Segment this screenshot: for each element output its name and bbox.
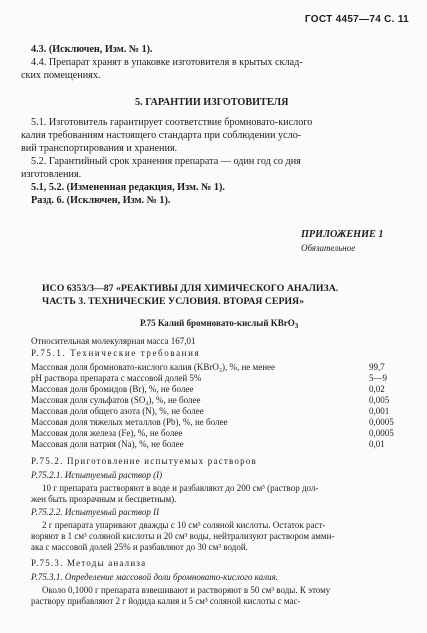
p75-2-2-line2: воряют в 1 см³ соляной кислоты и 20 см³ воды, нейтрализуют раствором амми- — [31, 531, 335, 541]
p75-title — [140, 318, 298, 332]
spec-label: Массовая доля натрия (Na), %, не более — [31, 439, 184, 449]
spec-label: Массовая доля сульфатов (SO₄), %, не более — [31, 395, 201, 405]
spec-value: 0,0005 — [369, 417, 394, 427]
para-4-4-line2: ских помещениях. — [21, 70, 101, 81]
iso-title-line2: ЧАСТЬ 3. ТЕХНИЧЕСКИЕ УСЛОВИЯ. ВТОРАЯ СЕРИЯ» — [42, 296, 305, 307]
para-5-2-line2: изготовления. — [21, 169, 82, 180]
para-5-1-line3: вий транспортирования и хранения. — [21, 143, 178, 154]
para-4-4-line1: 4.4. Препарат хранят в упаковке изготовителя в крытых склад- — [31, 57, 303, 68]
p75-2-1-line2: жен быть прозрачным и бесцветным). — [31, 494, 177, 504]
para-razd-6: Разд. 6. (Исключен, Изм. № 1). — [31, 195, 171, 206]
para-4-3: 4.3. (Исключен, Изм. № 1). — [31, 44, 153, 55]
p75-2-1-heading: Р.75.2.1. Испытуемый раствор (I) — [31, 470, 163, 480]
spec-label: Массовая доля тяжелых металлов (Pb), %, не более — [31, 417, 228, 427]
spec-value: 0,01 — [369, 439, 385, 449]
appendix-note: Обязательное — [301, 243, 356, 253]
spec-value: 0,005 — [369, 395, 390, 405]
para-5-2-line1: 5.2. Гарантийный срок хранения препарата — один год со дня — [31, 156, 301, 167]
p75-2-2-line1: 2 г препарата упаривают дважды с 10 см³ соляной кислоты. Остаток раст- — [42, 520, 326, 530]
spec-label: Массовая доля общего азота (N), %, не более — [31, 406, 204, 416]
iso-title-line1: ИСО 6353/3—87 «РЕАКТИВЫ ДЛЯ ХИМИЧЕСКОГО АНАЛИЗА. — [42, 283, 339, 294]
p75-title-text: Р.75 Калий бромновато-кислый KBrO — [140, 318, 295, 328]
p75-2-2-line3: ака с массовой долей 25% и разбавляют до 30 см³ водой. — [31, 542, 248, 552]
molecular-mass: Относительная молекулярная масса 167,01 — [31, 336, 196, 346]
spec-value: 0,02 — [369, 384, 385, 394]
p75-2-1-line1: 10 г препарата растворяют в воде и разбавляют до 200 см³ (раствор дол- — [42, 483, 319, 493]
para-5-1-line2: калия требованиям настоящего стандарта при соблюдении усло- — [21, 130, 302, 141]
p75-1-heading: Р.75.1. Технические требования — [31, 348, 201, 358]
para-5-1-5-2: 5.1, 5.2. (Измененная редакция, Изм. № 1). — [31, 182, 225, 193]
spec-value: 5—9 — [369, 373, 387, 383]
spec-label: Массовая доля бромновато-кислого калия (KBrO₃), %, не менее — [31, 362, 276, 372]
p75-3-1-line2: раствору прибавляют 2 г йодида калия и 5 см³ соляной кислоты с мас- — [31, 596, 301, 606]
spec-label: Массовая доля железа (Fe), %, не более — [31, 428, 183, 438]
appendix-title: ПРИЛОЖЕНИЕ 1 — [301, 229, 384, 240]
section-5-title: 5. ГАРАНТИИ ИЗГОТОВИТЕЛЯ — [135, 97, 289, 108]
p75-3-heading: Р.75.3. Методы анализа — [31, 558, 147, 568]
p75-3-1-line1: Около 0,1000 г препарата взвешивают и растворяют в 50 см³ воды. К этому — [42, 585, 331, 595]
para-5-1-line1: 5.1. Изготовитель гарантирует соответствие бромновато-кислого — [31, 117, 313, 128]
spec-label: Массовая доля бромидов (Br), %, не более — [31, 384, 194, 394]
p75-2-2-heading: Р.75.2.2. Испытуемый раствор II — [31, 507, 160, 517]
p75-title-subscript: 3 — [294, 322, 299, 330]
spec-value: 0,001 — [369, 406, 390, 416]
page-header: ГОСТ 4457—74 С. 11 — [304, 14, 409, 25]
p75-3-1-heading: Р.75.3.1. Определение массовой доли бромновато-кислого калия. — [31, 572, 279, 582]
p75-2-heading: Р.75.2. Приготовление испытуемых растворов — [31, 456, 257, 466]
spec-label: pH раствора препарата с массовой долей 5% — [31, 373, 202, 383]
spec-value: 99,7 — [369, 362, 385, 372]
spec-value: 0,0005 — [369, 428, 394, 438]
